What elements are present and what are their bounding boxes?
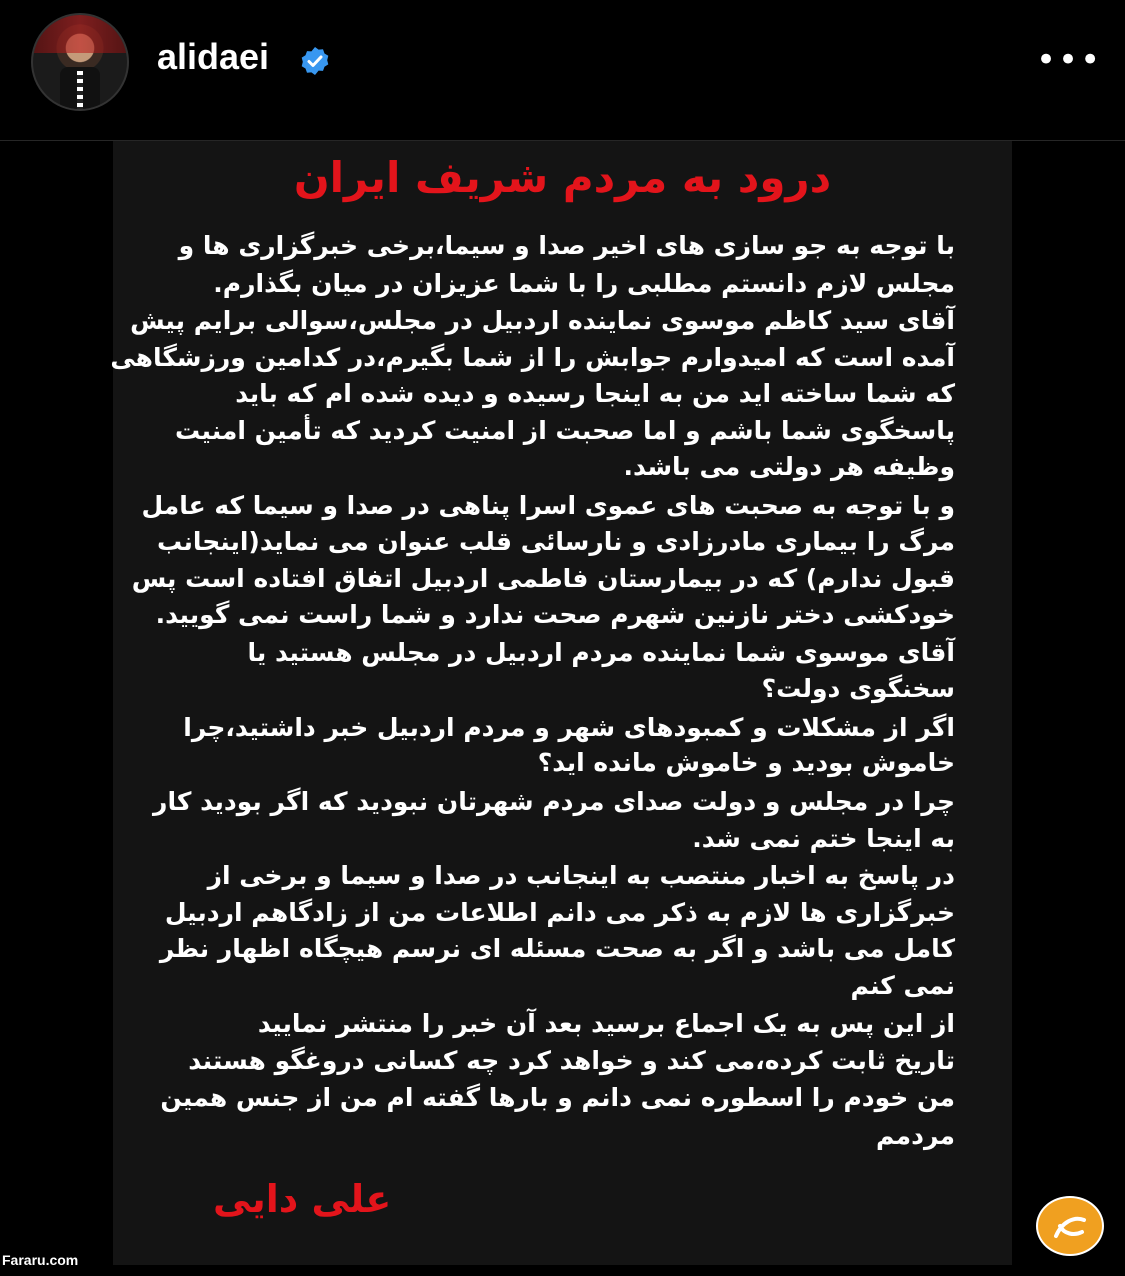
text-line: وظیفه هر دولتی می باشد. xyxy=(623,452,955,481)
text-line: اگر از مشکلات و کمبودهای شهر و مردم اردبیل خبر داشتید،چرا xyxy=(183,713,955,742)
watermark-site: Fararu.com xyxy=(2,1252,79,1268)
text-line: مجلس لازم دانستم مطلبی را با شما عزیزان در میان بگذارم. xyxy=(213,269,955,298)
signature: علی دایی xyxy=(213,1177,392,1221)
more-options-button[interactable]: ••• xyxy=(1036,40,1103,80)
verified-badge-icon xyxy=(300,46,330,76)
fararu-logo-icon xyxy=(1036,1196,1104,1256)
post-title: درود به مردم شریف ایران xyxy=(293,153,832,202)
text-line: در پاسخ به اخبار منتصب به اینجانب در صدا و سیما و برخی از xyxy=(207,861,955,890)
text-line: قبول ندارم) که در بیمارستان فاطمی اردبیل اتفاق افتاده است پس xyxy=(131,564,955,593)
text-line: از این پس به یک اجماع برسید بعد آن خبر را منتشر نمایید xyxy=(257,1009,955,1038)
text-line: مردمم xyxy=(876,1121,955,1150)
username-link[interactable]: alidaei xyxy=(157,36,270,77)
avatar-background xyxy=(33,15,127,53)
text-line: آمده است که امیدوارم جوابش را از شما بگیرم،در کدامین ورزشگاهی xyxy=(110,343,955,372)
text-line: کامل می باشد و اگر به صحت مسئله ای نرسم هیچگاه اظهار نظر xyxy=(159,934,955,963)
post-image xyxy=(110,141,1012,1265)
text-line: تاریخ ثابت کرده،می کند و خواهد کرد چه کسانی دروغگو هستند xyxy=(188,1046,955,1075)
text-line: آقای موسوی شما نماینده مردم اردبیل در مجلس هستید یا xyxy=(247,638,955,667)
text-line: که شما ساخته اید من به اینجا رسیده و دیده شده ام که باید xyxy=(235,379,955,408)
text-line: و با توجه به صحبت های عموی اسرا پناهی در صدا و سیما که عامل xyxy=(141,491,955,520)
text-line: پاسخگوی شما باشم و اما صحبت از امنیت کردید که تأمین امنیت xyxy=(175,416,955,445)
text-line: خاموش بودید و خاموش مانده اید؟ xyxy=(537,748,955,777)
text-line: با توجه به جو سازی های اخیر صدا و سیما،برخی خبرگزاری ها و xyxy=(178,231,955,260)
avatar-tie xyxy=(77,71,83,109)
text-line: مرگ را بیماری مادرزادی و نارسائی قلب عنوان می نماید(اینجانب xyxy=(157,527,955,556)
text-line: آقای سید کاظم موسوی نماینده اردبیل در مجلس،سوالی برایم پیش xyxy=(130,306,955,335)
text-line: من خودم را اسطوره نمی دانم و بارها گفته ام من از جنس همین xyxy=(160,1083,955,1112)
post-header xyxy=(0,0,1125,141)
text-line: سخنگوی دولت؟ xyxy=(761,674,955,703)
text-line: چرا در مجلس و دولت صدای مردم شهرتان نبودید که اگر بودید کار xyxy=(153,787,955,816)
text-line: نمی کنم xyxy=(850,971,955,1000)
text-line: به اینجا ختم نمی شد. xyxy=(692,824,955,853)
text-line: خودکشی دختر نازنین شهرم صحت ندارد و شما راست نمی گویید. xyxy=(155,600,955,629)
text-line: خبرگزاری ها لازم به ذکر می دانم اطلاعات من از زادگاهم اردبیل xyxy=(164,898,955,927)
avatar[interactable] xyxy=(31,13,129,111)
